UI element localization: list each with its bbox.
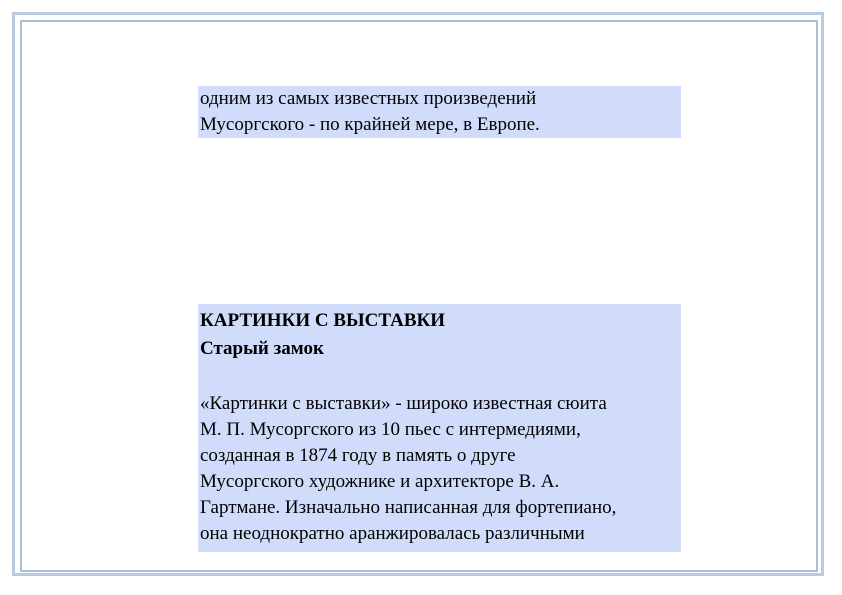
text-block-top: [198, 86, 681, 138]
text-line: Мусоргского художнике и архитекторе В. А.: [200, 471, 560, 492]
text-line: «Картинки с выставки» - широко известная сюита: [200, 393, 607, 414]
section-title: КАРТИНКИ С ВЫСТАВКИ: [200, 310, 446, 331]
text-line: М. П. Мусоргского из 10 пьес с интермедиями,: [200, 419, 581, 440]
paragraph-spacer: [200, 362, 681, 391]
section-subtitle: Старый замок: [200, 338, 324, 359]
text-block-bottom: [198, 304, 681, 552]
text-line: Гартмане. Изначально написанная для фортепиано,: [200, 497, 617, 518]
text-line: Мусоргского - по крайней мере, в Европе.: [200, 114, 540, 135]
text-line: одним из самых известных произведений: [200, 88, 537, 109]
text-line: созданная в 1874 году в память о друге: [200, 445, 516, 466]
text-line: она неоднократно аранжировалась различными: [200, 523, 585, 544]
